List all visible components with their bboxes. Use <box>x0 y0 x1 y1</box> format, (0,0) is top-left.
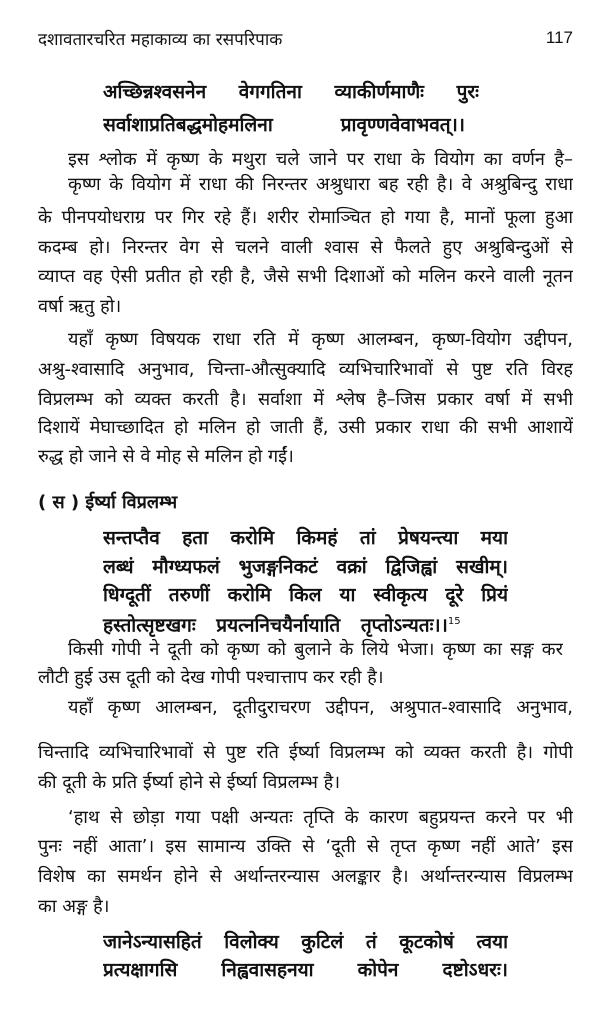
paragraph-line: अश्रु-श्वासादि अनुभाव, चिन्ता-औत्सुक्यादि व्यभिचारिभावों से पुष्ट रति विरह <box>38 359 573 380</box>
paragraph-line: रुद्ध हो जाने से वे मोह से मलिन हो गईं। <box>38 446 294 467</box>
paragraph-line: लौटी हुई उस दूती को देख गोपी पश्चात्ताप कर रही है। <box>38 667 384 688</box>
page-number: 117 <box>545 28 573 47</box>
section-heading: ( स ) ईर्ष्या विप्रलम्भ <box>38 492 178 513</box>
paragraph-line: के पीनपयोधराग्र पर गिर रहे हैं। शरीर रोमाञ्चित हो गया है, मानों फूला हुआ <box>38 207 573 228</box>
verse-line: प्रत्यक्षागसि निह्ववासहनया कोपेन दष्टोऽधरः। <box>103 959 508 981</box>
paragraph-line: वर्षा ऋतु हो। <box>38 296 122 317</box>
paragraph-line: दिशायें मेघाच्छादित हो मलिन हो जाती हैं, उसी प्रकार राधा की सभी आशायें <box>38 417 573 438</box>
paragraph-line: की दूती के प्रति ईर्ष्या होने से ईर्ष्या विप्रलम्भ है। <box>38 772 341 793</box>
paragraph-line: किसी गोपी ने दूती को कृष्ण को बुलाने के लिये भेजा। कृष्ण का सङ्ग कर <box>68 639 563 660</box>
paragraph-line: का अङ्ग है। <box>38 896 110 917</box>
verse-line <box>103 608 543 636</box>
paragraph-line: विप्रलम्भ को व्यक्त करती है। सर्वाशा में श्लेष है–जिस प्रकार वर्षा में सभी <box>38 389 573 410</box>
footnote-ref: 15 <box>447 616 461 627</box>
paragraph-line: पुनः नहीं आता’। इस सामान्य उक्ति से ‘दूती से तृप्त कृष्ण नहीं आते’ इस <box>38 836 573 857</box>
paragraph-line: ‘हाथ से छोड़ा गया पक्षी अन्यतः तृप्ति के कारण बहुप्रयन्त करने पर भी <box>68 807 573 828</box>
verse-line: अच्छिन्नश्वसनेन वेगगतिना व्याकीर्णमाणैः पुरः <box>103 81 479 103</box>
paragraph-line: यहाँ कृष्ण आलम्बन, दूतीदुराचरण उद्दीपन, अश्रुपात-श्वासादि अनुभाव, <box>68 697 573 718</box>
paragraph-line: इस श्लोक में कृष्ण के मथुरा चले जाने पर राधा के वियोग का वर्णन है– <box>68 149 573 170</box>
verse-line: लब्धं मौग्ध्यफलं भुजङ्गनिकटं वक्रां द्विजिह्वां सखीम्। <box>103 556 508 578</box>
verse-line: धिग्दूतीं तरुणीं करोमि किल या स्वीकृत्य दूरे प्रियं <box>103 584 508 606</box>
paragraph-line: विशेष का समर्थन होने से अर्थान्तरन्यास अलङ्कार है। अर्थान्तरन्यास विप्रलम्भ <box>38 866 573 887</box>
verse-line: सन्तप्तैव हता करोमि किमहं तां प्रेषयन्त्या मया <box>103 527 508 549</box>
running-header: दशावतारचरित महाकाव्य का रसपरिपाक <box>38 30 283 50</box>
paragraph-line: चिन्तादि व्यभिचारिभावों से पुष्ट रति ईर्ष्या विप्रलम्भ को व्यक्त करती है। गोपी <box>38 742 573 763</box>
verse-line: सर्वाशाप्रतिबद्धमोहमलिना प्रावृण्णवेवाभवत्।। <box>103 114 465 136</box>
verse-line: जानेऽन्यासहितं विलोक्य कुटिलं तं कूटकोषं त्वया <box>103 931 508 953</box>
paragraph-line: व्याप्त वह ऐसी प्रतीत हो रही है, जैसे सभी दिशाओं को मलिन करने वाली नूतन <box>38 266 573 287</box>
paragraph-line: कदम्ब हो। निरन्तर वेग से चलने वाली श्वास से फैलते हुए अश्रुबिन्दुओं से <box>38 237 573 258</box>
paragraph-line: कृष्ण के वियोग में राधा की निरन्तर अश्रुधारा बह रही है। वे अश्रुबिन्दु राधा <box>68 174 573 195</box>
paragraph-line: यहाँ कृष्ण विषयक राधा रति में कृष्ण आलम्बन, कृष्ण-वियोग उद्दीपन, <box>68 329 573 350</box>
verse-text: हस्तोत्सृष्टखगः प्रयत्ननिचयैर्नायाति तृप्तोऽन्यतः।। <box>103 614 448 637</box>
